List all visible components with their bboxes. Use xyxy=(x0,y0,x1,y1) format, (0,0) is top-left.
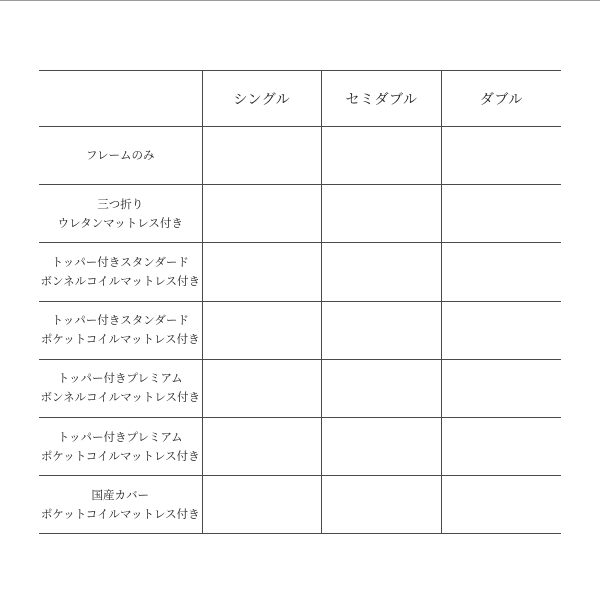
row-label-line: トッパー付きスタンダード xyxy=(51,313,189,328)
table-cell xyxy=(441,185,561,243)
table-cell xyxy=(322,359,442,417)
row-label-line: トッパー付きプレミアム xyxy=(57,371,183,386)
table-row xyxy=(39,301,561,359)
table-cell xyxy=(202,127,322,185)
table-cell xyxy=(322,243,442,301)
row-label xyxy=(39,359,202,417)
row-label-line: ボンネルコイルマットレス付き xyxy=(40,273,200,288)
table-cell xyxy=(441,127,561,185)
row-label xyxy=(39,185,202,243)
size-comparison-table xyxy=(39,70,561,534)
table-cell xyxy=(322,185,442,243)
table-cell xyxy=(202,417,322,475)
table-cell xyxy=(322,127,442,185)
table-cell xyxy=(202,359,322,417)
column-header-semi-double: セミダブル xyxy=(322,71,442,127)
table-row xyxy=(39,476,561,534)
row-label xyxy=(39,301,202,359)
table-row xyxy=(39,127,561,185)
table-row xyxy=(39,243,561,301)
table-cell xyxy=(202,476,322,534)
table-cell xyxy=(441,359,561,417)
table-row xyxy=(39,359,561,417)
table-cell xyxy=(322,301,442,359)
row-label xyxy=(39,417,202,475)
row-label-line: ポケットコイルマットレス付き xyxy=(40,332,200,347)
row-label-line: ポケットコイルマットレス付き xyxy=(40,448,200,463)
table-cell xyxy=(441,476,561,534)
table-cell xyxy=(202,185,322,243)
table-row xyxy=(39,185,561,243)
top-rule xyxy=(0,0,600,1)
row-label xyxy=(39,243,202,301)
row-label-line: トッパー付きプレミアム xyxy=(57,429,183,444)
column-header-single: シングル xyxy=(202,71,322,127)
table-row xyxy=(39,417,561,475)
row-label-line: フレームのみ xyxy=(85,148,155,163)
table-cell xyxy=(441,417,561,475)
row-label xyxy=(39,127,202,185)
table-cell xyxy=(202,243,322,301)
corner-cell xyxy=(39,71,202,127)
row-label-line: 国産カバー xyxy=(91,487,149,502)
header-row xyxy=(39,71,561,127)
column-header-double: ダブル xyxy=(441,71,561,127)
row-label-line: ボンネルコイルマットレス付き xyxy=(40,390,200,405)
table-cell xyxy=(441,301,561,359)
row-label-line: ポケットコイルマットレス付き xyxy=(40,506,200,521)
table-cell xyxy=(202,301,322,359)
row-label-line: ウレタンマットレス付き xyxy=(57,215,183,230)
row-label xyxy=(39,476,202,534)
table-cell xyxy=(441,243,561,301)
row-label-line: 三つ折り xyxy=(97,196,144,211)
table-cell xyxy=(322,417,442,475)
row-label-line: トッパー付きスタンダード xyxy=(51,254,189,269)
table-cell xyxy=(322,476,442,534)
